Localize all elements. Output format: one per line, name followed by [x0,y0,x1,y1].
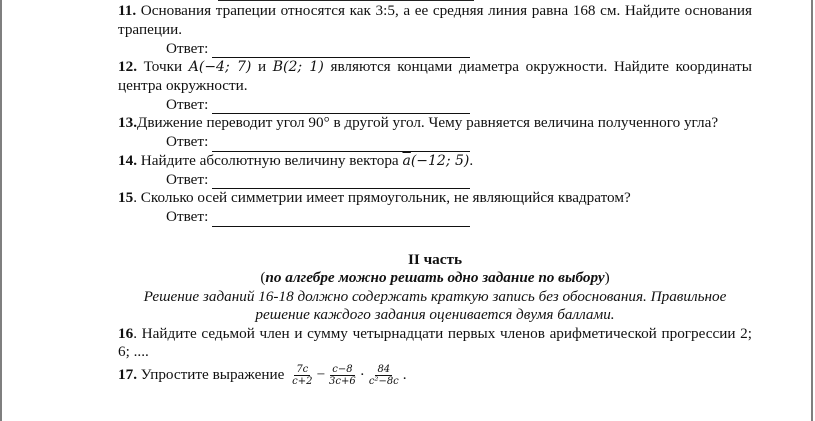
answer-line [212,212,470,227]
answer-label: Ответ: [166,133,209,150]
point-a: A(−4; 7) [188,59,252,75]
part-note: Решение заданий 16-18 должно содержать краткую запись без обоснования. Правильное решение каждого задания оценивается двумя баллами. [143,287,727,323]
task-13 [118,114,752,133]
subtitle-open: ( [260,269,266,286]
answer-row [118,39,752,58]
window-right-border [811,0,813,421]
previous-answer-line [218,0,474,1]
vector-coords: (−12; 5) [410,152,470,169]
answer-line [212,43,470,58]
fraction-denominator: c²−8c [368,375,399,387]
task-text: . [469,151,474,169]
answer-label: Ответ: [166,95,209,113]
task-17 [118,364,752,387]
operator-minus: − [316,365,326,383]
answer-label: Ответ: [166,170,209,188]
task-text: . Найдите седьмой член и сумму четырнадцати первых членов арифметической прогрессии 2; 6; .... [118,324,752,360]
fraction-numerator: c−8 [332,363,353,375]
task-number: 12. [118,58,137,75]
answer-row [118,95,752,114]
part-title: II часть [407,250,462,268]
task-number: 15 [118,189,134,206]
task-text: Точки [136,58,189,75]
answer-line [212,137,470,152]
window-left-border [0,0,2,421]
task-text: Упростите выражение [136,365,289,383]
task-text: Движение переводит угол 90° в другой угол. Чему равняется величина полученного угла? [136,114,719,131]
fraction-denominator: 3c+6 [329,375,356,387]
task-number: 16 [118,324,134,342]
fraction-3 [367,364,401,387]
task-15 [118,189,752,208]
fraction-1 [290,364,314,387]
task-number: 17. [118,365,137,383]
subtitle-text: по алгебре можно решать одно задание по выбору [265,269,605,286]
task-11 [118,2,752,39]
expression-end: . [402,365,407,383]
task-number: 14. [118,151,137,169]
fraction-denominator: c+2 [292,375,313,387]
answer-line [212,99,470,114]
operator-dot: · [359,365,365,383]
answer-row [118,133,752,152]
task-text: являются концами диаметра окружности. Найдите координаты центра окружности. [118,58,752,94]
task-text: и [251,58,273,75]
task-16 [118,325,752,362]
task-text: . Сколько осей симметрии имеет прямоугольник, не являющийся квадратом? [133,189,631,206]
answer-label: Ответ: [166,208,209,225]
task-14 [118,152,752,171]
fraction-numerator: 84 [377,363,391,375]
fraction-2 [327,364,358,387]
task-number: 13. [118,114,137,131]
task-text: Найдите абсолютную величину вектора [136,151,403,169]
task-12 [118,58,752,95]
document-page [118,2,752,387]
vector-symbol: $\overline{a}$ [402,152,411,169]
answer-row [118,208,752,227]
answer-label: Ответ: [166,39,209,57]
task-number: 11. [118,2,137,19]
answer-row [118,170,752,189]
point-b: B(2; 1) [272,59,324,75]
fraction-numerator: 7c [296,363,309,375]
answer-line [212,174,470,189]
task-text: Основания трапеции относятся как 3:5, а ее средняя линия равна 168 см. Найдите основания трапеции. [118,2,752,38]
part-subtitle [118,269,752,288]
subtitle-close: ) [604,269,610,286]
